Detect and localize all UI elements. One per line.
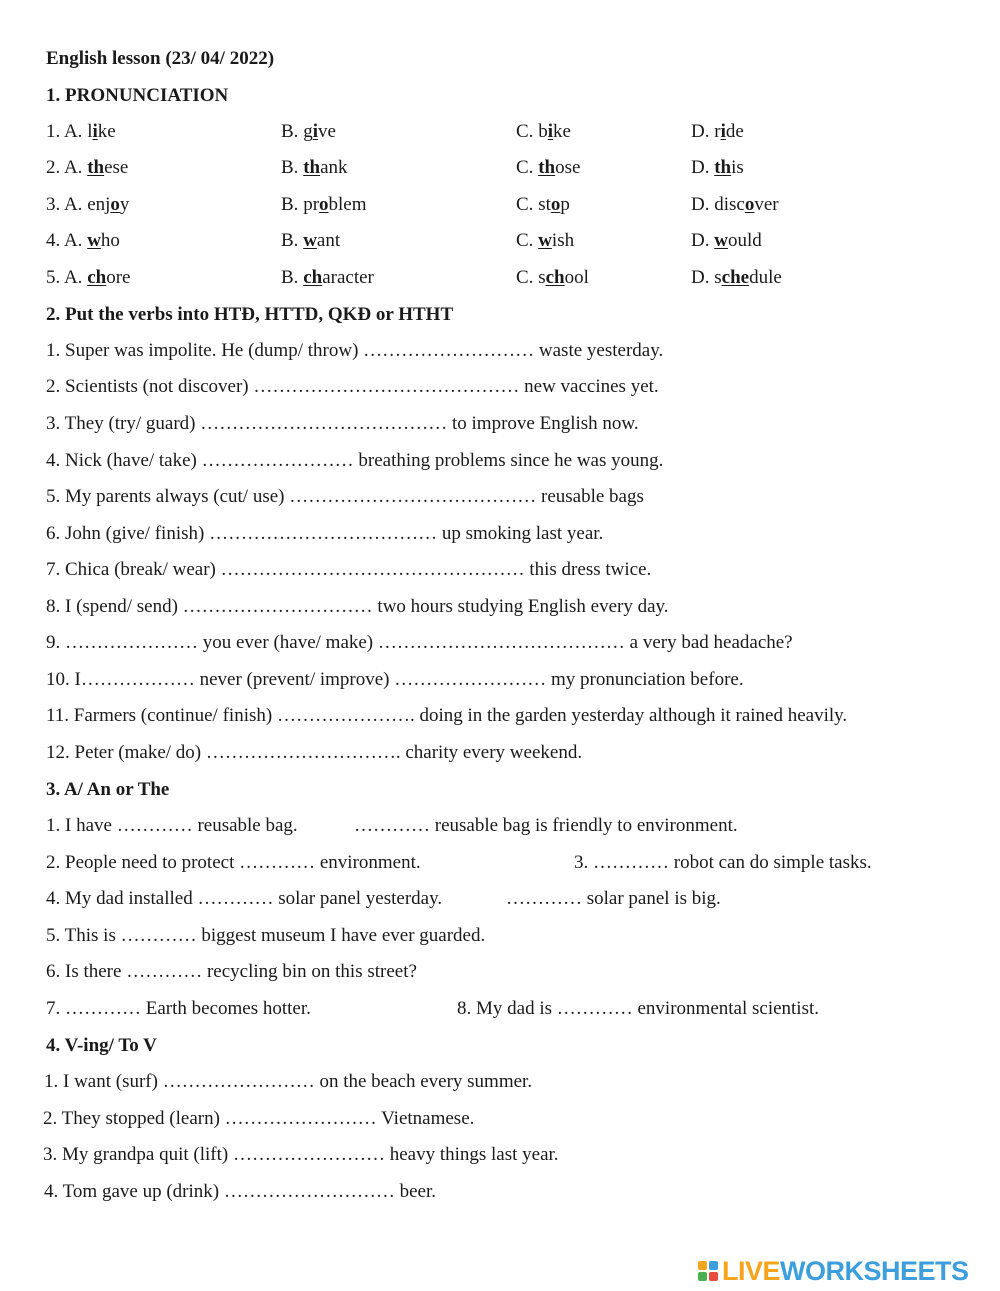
word-start: s — [538, 267, 546, 288]
pron-option-5-c — [516, 266, 589, 290]
verb-question-2: 2. Scientists (not discover) …………………………………… new vaccines yet. — [46, 376, 659, 397]
word-end: ould — [727, 230, 762, 251]
underlined-sound: w — [303, 230, 317, 251]
word-start: pr — [303, 194, 320, 215]
pron-option-1-a — [46, 120, 116, 144]
pron-option-5-d — [691, 266, 782, 290]
underlined-sound: th — [538, 157, 556, 178]
word-end: ool — [564, 267, 589, 288]
option-letter: B. — [281, 157, 304, 178]
word-end: ke — [552, 121, 571, 142]
article-question-8: 8. My dad is ………… environmental scientist. — [457, 998, 820, 1019]
word-end: ke — [97, 121, 116, 142]
option-letter: B. — [281, 267, 304, 288]
pron-row-number: 1. — [46, 121, 64, 142]
underlined-sound: i — [312, 121, 318, 142]
logo-text-worksheets: WORKSHEETS — [780, 1255, 969, 1286]
pron-row-number: 4. — [46, 230, 64, 251]
pron-option-3-c — [516, 193, 570, 217]
underlined-sound: w — [87, 230, 101, 251]
word-end: ese — [104, 157, 129, 178]
word-end: blem — [328, 194, 367, 215]
pron-option-2-c — [516, 156, 580, 180]
option-letter: A. — [63, 194, 88, 215]
section3-heading: 3. A/ An or The — [46, 779, 170, 800]
word-end: ver — [754, 194, 779, 215]
word-start: r — [714, 121, 721, 142]
pron-option-1-c — [516, 120, 571, 144]
word-end: ve — [317, 121, 336, 142]
underlined-sound: o — [110, 194, 120, 215]
word-end: aracter — [322, 267, 374, 288]
option-letter: C. — [516, 121, 539, 142]
article-question-7: 7. ………… Earth becomes hotter. — [46, 998, 311, 1019]
ving-question-4: 4. Tom gave up (drink) ……………………… beer. — [44, 1181, 436, 1202]
article-question-4: 4. My dad installed ………… solar panel yesterday. — [46, 888, 443, 909]
option-letter: C. — [516, 194, 539, 215]
word-end: ore — [106, 267, 131, 288]
underlined-sound: th — [714, 157, 732, 178]
word-start: g — [303, 121, 313, 142]
article-question-1b: ………… reusable bag is friendly to environment. — [354, 815, 738, 836]
section1-heading: 1. PRONUNCIATION — [46, 85, 229, 106]
article-question-2: 2. People need to protect ………… environment. — [46, 852, 421, 873]
word-start: enj — [87, 194, 111, 215]
underlined-sound: ch — [303, 267, 323, 288]
logo-text-live: LIVE — [722, 1255, 781, 1286]
option-letter: B. — [281, 194, 304, 215]
pron-option-4-a — [46, 229, 120, 253]
pron-row-number: 3. — [46, 194, 64, 215]
pron-option-4-c — [516, 229, 574, 253]
pron-option-3-b — [281, 193, 367, 217]
option-letter: A. — [63, 230, 88, 251]
article-question-3: 3. ………… robot can do simple tasks. — [574, 852, 872, 873]
pron-option-3-a — [46, 193, 129, 217]
underlined-sound: i — [720, 121, 726, 142]
word-start: l — [87, 121, 93, 142]
pron-option-3-d — [691, 193, 779, 217]
underlined-sound: th — [87, 157, 105, 178]
option-letter: D. — [691, 230, 715, 251]
pron-option-5-a — [46, 266, 130, 290]
article-question-4b: ………… solar panel is big. — [506, 888, 721, 909]
option-letter: A. — [63, 157, 88, 178]
verb-question-8: 8. I (spend/ send) ………………………… two hours studying English every day. — [46, 596, 669, 617]
option-letter: C. — [516, 157, 539, 178]
verb-question-4: 4. Nick (have/ take) …………………… breathing problems since he was young. — [46, 450, 664, 471]
option-letter: A. — [63, 121, 88, 142]
ving-question-2: 2. They stopped (learn) …………………… Vietnamese. — [43, 1108, 475, 1129]
word-end: y — [119, 194, 130, 215]
pron-row-number: 5. — [46, 267, 64, 288]
article-question-6: 6. Is there ………… recycling bin on this street? — [46, 961, 417, 982]
underlined-sound: ch — [545, 267, 565, 288]
word-end: ish — [551, 230, 575, 251]
pron-row-number: 2. — [46, 157, 64, 178]
option-letter: C. — [516, 230, 539, 251]
verb-question-11: 11. Farmers (continue/ finish) …………………. doing in the garden yesterday although it rained heavily. — [46, 705, 848, 726]
option-letter: A. — [63, 267, 88, 288]
word-end: ose — [555, 157, 581, 178]
word-start: s — [714, 267, 722, 288]
word-end: ho — [100, 230, 120, 251]
underlined-sound: o — [319, 194, 329, 215]
underlined-sound: che — [721, 267, 750, 288]
ving-question-1: 1. I want (surf) …………………… on the beach every summer. — [44, 1071, 533, 1092]
article-question-1: 1. I have ………… reusable bag. — [46, 815, 298, 836]
verb-question-1: 1. Super was impolite. He (dump/ throw) ……………………… waste yesterday. — [46, 340, 664, 361]
underlined-sound: w — [714, 230, 728, 251]
underlined-sound: o — [744, 194, 755, 215]
section4-heading: 4. V-ing/ To V — [46, 1035, 157, 1056]
logo-blocks-icon — [698, 1261, 718, 1281]
section2-heading: 2. Put the verbs into HTĐ, HTTD, QKĐ or HTHT — [46, 304, 454, 325]
verb-question-9: 9. ………………… you ever (have/ make) ………………………………… a very bad headache? — [46, 632, 793, 653]
word-end: ant — [316, 230, 341, 251]
word-end: dule — [749, 267, 782, 288]
verb-question-12: 12. Peter (make/ do) …………………………. charity every weekend. — [46, 742, 583, 763]
pron-option-2-d — [691, 156, 744, 180]
verb-question-7: 7. Chica (break/ wear) ………………………………………… this dress twice. — [46, 559, 652, 580]
word-start: b — [538, 121, 548, 142]
underlined-sound: i — [547, 121, 553, 142]
word-end: p — [560, 194, 570, 215]
liveworksheets-logo — [698, 1256, 969, 1286]
underlined-sound: i — [92, 121, 98, 142]
word-end: is — [731, 157, 744, 178]
option-letter: C. — [516, 267, 539, 288]
verb-question-6: 6. John (give/ finish) ……………………………… up smoking last year. — [46, 523, 604, 544]
article-question-5: 5. This is ………… biggest museum I have ever guarded. — [46, 925, 486, 946]
underlined-sound: w — [538, 230, 552, 251]
ving-question-3: 3. My grandpa quit (lift) …………………… heavy things last year. — [43, 1144, 559, 1165]
option-letter: B. — [281, 121, 304, 142]
verb-question-10: 10. I……………… never (prevent/ improve) …………………… my pronunciation before. — [46, 669, 744, 690]
option-letter: D. — [691, 267, 715, 288]
pron-option-4-d — [691, 229, 762, 253]
pron-option-5-b — [281, 266, 374, 290]
underlined-sound: th — [303, 157, 321, 178]
option-letter: D. — [691, 194, 715, 215]
underlined-sound: o — [550, 194, 561, 215]
verb-question-5: 5. My parents always (cut/ use) ………………………………… reusable bags — [46, 486, 644, 507]
underlined-sound: ch — [87, 267, 107, 288]
option-letter: B. — [281, 230, 304, 251]
pron-option-4-b — [281, 229, 340, 253]
option-letter: D. — [691, 121, 715, 142]
pron-option-1-d — [691, 120, 744, 144]
word-end: de — [725, 121, 744, 142]
verb-question-3: 3. They (try/ guard) ………………………………… to improve English now. — [46, 413, 639, 434]
pron-option-2-b — [281, 156, 348, 180]
word-start: st — [538, 194, 551, 215]
option-letter: D. — [691, 157, 715, 178]
word-end: ank — [320, 157, 348, 178]
pron-option-1-b — [281, 120, 336, 144]
word-start: disc — [714, 194, 745, 215]
pron-option-2-a — [46, 156, 128, 180]
page-title: English lesson (23/ 04/ 2022) — [46, 48, 275, 69]
